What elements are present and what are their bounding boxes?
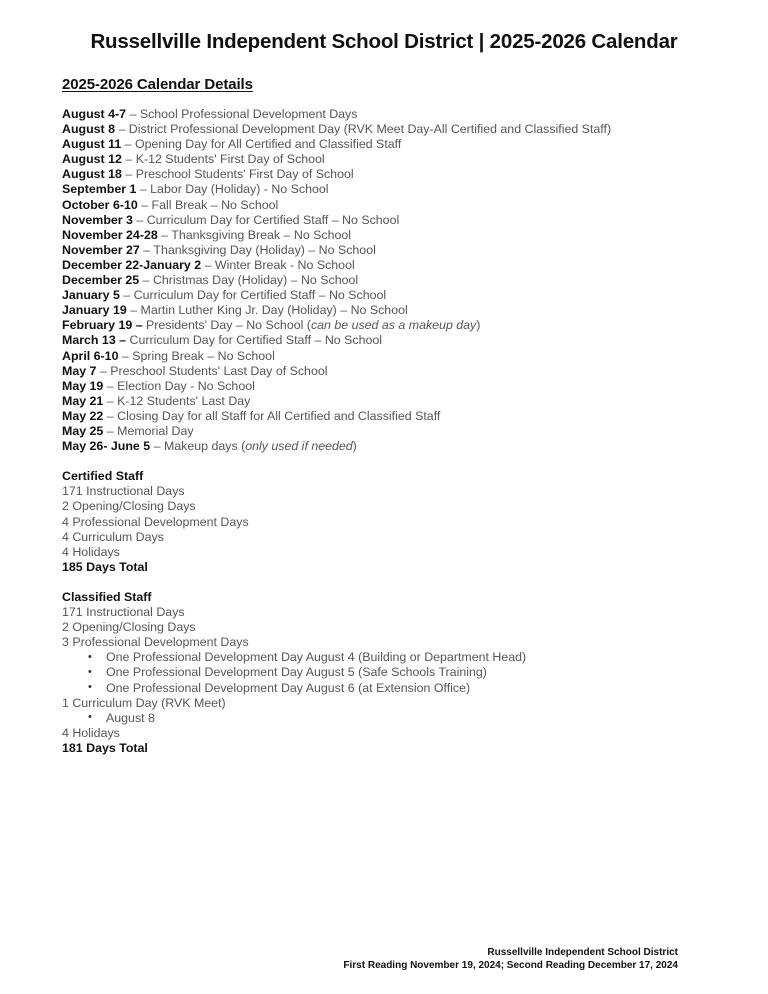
calendar-detail-item xyxy=(62,379,702,394)
calendar-detail-separator: – xyxy=(115,122,129,137)
calendar-detail-description: Christmas Day (Holiday) – No School xyxy=(152,273,359,288)
calendar-detail-date: May 21 xyxy=(62,393,104,408)
calendar-detail-item xyxy=(62,273,702,288)
certified-staff-line: 171 Instructional Days xyxy=(62,484,185,499)
calendar-detail-description: Curriculum Day for Certified Staff – No School xyxy=(129,333,383,348)
calendar-detail-item xyxy=(62,198,702,213)
calendar-detail-separator: – xyxy=(137,197,152,212)
calendar-detail-description: Presidents' Day – No School ( xyxy=(146,318,311,333)
calendar-detail-description: K-12 Students' First Day of School xyxy=(135,152,325,167)
calendar-detail-description: Fall Break – No School xyxy=(151,197,279,212)
calendar-detail-item xyxy=(62,394,702,409)
calendar-detail-separator: – xyxy=(126,107,140,121)
calendar-detail-date: December 22-January 2 xyxy=(62,257,202,272)
calendar-detail-item xyxy=(62,182,702,197)
calendar-detail-separator: – xyxy=(139,273,153,288)
calendar-detail-item xyxy=(62,107,702,122)
calendar-detail-item xyxy=(62,409,702,424)
calendar-detail-separator: – xyxy=(139,242,154,257)
calendar-detail-description: Preschool Students' Last Day of School xyxy=(110,363,328,378)
calendar-detail-date: September 1 xyxy=(62,182,137,197)
calendar-detail-description: K-12 Students' Last Day xyxy=(117,393,251,408)
calendar-detail-separator: – xyxy=(103,378,118,393)
classified-staff-block xyxy=(62,590,702,756)
calendar-detail-description: School Professional Development Days xyxy=(139,107,358,121)
calendar-detail-description: District Professional Development Day (RVK Meet Day-All Certified and Classified Staff) xyxy=(128,122,612,137)
calendar-detail-description-tail: ) xyxy=(476,318,481,333)
calendar-detail-date: November 24-28 xyxy=(62,227,158,242)
classified-staff-total: 181 Days Total xyxy=(62,740,148,755)
calendar-detail-description: Closing Day for all Staff for All Certified and Classified Staff xyxy=(117,408,441,423)
certified-staff-line: 4 Professional Development Days xyxy=(62,514,249,529)
calendar-detail-description: Curriculum Day for Certified Staff – No School xyxy=(146,212,400,227)
calendar-detail-separator: – xyxy=(132,318,147,333)
calendar-detail-description: Election Day - No School xyxy=(117,378,255,393)
calendar-detail-separator: – xyxy=(96,363,111,378)
calendar-detail-separator: – xyxy=(103,423,118,438)
calendar-detail-description: Thanksgiving Break – No School xyxy=(171,227,352,242)
calendar-detail-item xyxy=(62,288,702,303)
calendar-detail-item xyxy=(62,424,702,439)
classified-staff-heading: Classified Staff xyxy=(62,590,152,604)
certified-staff-total: 185 Days Total xyxy=(62,559,148,574)
calendar-detail-separator: – xyxy=(119,288,134,303)
classified-pd-bullet: • One Professional Development Day August 6 (at Extension Office) xyxy=(62,681,702,696)
calendar-detail-description: Labor Day (Holiday) - No School xyxy=(150,182,329,197)
calendar-detail-item xyxy=(62,303,702,318)
calendar-detail-item xyxy=(62,152,702,167)
calendar-detail-date: May 25 xyxy=(62,423,104,438)
calendar-detail-separator: – xyxy=(103,393,118,408)
calendar-detail-date: May 19 xyxy=(62,378,104,393)
calendar-detail-item xyxy=(62,333,702,348)
classified-curriculum-bullet-list xyxy=(62,711,702,726)
calendar-detail-item xyxy=(62,439,702,454)
calendar-detail-separator: – xyxy=(201,257,215,272)
classified-pd-bullet: • One Professional Development Day August 5 (Safe Schools Training) xyxy=(62,665,702,680)
calendar-detail-date: January 19 xyxy=(62,303,127,318)
calendar-detail-separator: – xyxy=(157,227,172,242)
calendar-detail-description: Preschool Students' First Day of School xyxy=(135,167,354,182)
spacer xyxy=(62,454,702,469)
page-footer xyxy=(343,947,678,972)
certified-staff-line: 2 Opening/Closing Days xyxy=(62,499,196,514)
calendar-detail-note: only used if needed xyxy=(245,439,353,454)
calendar-detail-item xyxy=(62,364,702,379)
calendar-detail-date: April 6-10 xyxy=(62,348,119,363)
calendar-detail-item xyxy=(62,137,702,152)
calendar-detail-separator: – xyxy=(126,303,141,318)
calendar-detail-note: can be used as a makeup day xyxy=(310,318,477,333)
calendar-detail-separator: – xyxy=(121,152,136,167)
calendar-detail-separator: – xyxy=(121,167,136,182)
certified-staff-heading: Certified Staff xyxy=(62,469,144,484)
spacer xyxy=(62,575,702,590)
calendar-detail-separator: – xyxy=(103,408,118,423)
calendar-detail-date: May 22 xyxy=(62,408,104,423)
classified-curriculum-line: 1 Curriculum Day (RVK Meet) xyxy=(62,695,226,710)
calendar-detail-date: August 11 xyxy=(62,137,122,152)
calendar-detail-separator: – xyxy=(115,333,130,348)
section-heading-calendar-details: 2025-2026 Calendar Details xyxy=(62,76,253,93)
calendar-detail-description: Spring Break – No School xyxy=(132,348,275,363)
calendar-detail-date: August 18 xyxy=(62,167,122,182)
calendar-detail-description: Curriculum Day for Certified Staff – No School xyxy=(133,288,387,303)
calendar-detail-item xyxy=(62,258,702,273)
calendar-detail-item xyxy=(62,318,702,333)
calendar-detail-date: May 7 xyxy=(62,363,97,378)
calendar-detail-date: March 13 xyxy=(62,333,116,348)
certified-staff-lines xyxy=(62,484,702,559)
calendar-detail-separator: – xyxy=(136,182,151,197)
classified-pd-bullet: • One Professional Development Day August 4 (Building or Department Head) xyxy=(62,650,702,665)
calendar-detail-item xyxy=(62,167,702,182)
calendar-detail-separator: – xyxy=(118,348,133,363)
classified-pd-bullet-list xyxy=(62,650,702,695)
calendar-detail-date: May 26- June 5 xyxy=(62,439,151,454)
classified-staff-line: 171 Instructional Days xyxy=(62,605,185,620)
classified-staff-line: 2 Opening/Closing Days xyxy=(62,620,196,635)
calendar-detail-description: Memorial Day xyxy=(117,423,194,438)
calendar-detail-separator: – xyxy=(150,439,164,454)
classified-holidays-line: 4 Holidays xyxy=(62,725,120,740)
calendar-detail-description: Winter Break - No School xyxy=(214,257,355,272)
calendar-detail-date: February 19 xyxy=(62,318,133,333)
calendar-details-list xyxy=(62,107,702,454)
calendar-detail-item xyxy=(62,122,702,137)
calendar-detail-date: December 25 xyxy=(62,273,140,288)
document-body xyxy=(62,76,702,756)
classified-staff-lines xyxy=(62,605,702,650)
calendar-detail-description: Thanksgiving Day (Holiday) – No School xyxy=(153,242,376,257)
calendar-detail-description: Opening Day for All Certified and Classified Staff xyxy=(135,137,402,152)
classified-staff-line: 3 Professional Development Days xyxy=(62,635,249,650)
certified-staff-line: 4 Curriculum Days xyxy=(62,529,164,544)
footer-district-name: Russellville Independent School District xyxy=(487,947,678,958)
calendar-detail-description-tail: ) xyxy=(352,439,357,454)
footer-reading-dates: First Reading November 19, 2024; Second Reading December 17, 2024 xyxy=(343,959,678,971)
calendar-detail-date: November 3 xyxy=(62,212,133,227)
calendar-detail-separator: – xyxy=(121,137,135,152)
calendar-detail-date: August 4-7 xyxy=(62,107,127,121)
calendar-detail-description: Makeup days ( xyxy=(163,439,246,454)
certified-staff-block xyxy=(62,469,702,575)
calendar-detail-description: Martin Luther King Jr. Day (Holiday) – No School xyxy=(140,303,408,318)
calendar-detail-item xyxy=(62,243,702,258)
calendar-detail-item xyxy=(62,213,702,228)
calendar-detail-date: January 5 xyxy=(62,288,120,303)
calendar-detail-item xyxy=(62,349,702,364)
calendar-detail-item xyxy=(62,228,702,243)
classified-curriculum-bullet: • August 8 xyxy=(62,711,702,726)
calendar-detail-date: October 6-10 xyxy=(62,197,138,212)
calendar-detail-separator: – xyxy=(132,212,147,227)
calendar-detail-date: August 8 xyxy=(62,122,116,137)
calendar-detail-date: November 27 xyxy=(62,242,140,257)
certified-staff-line: 4 Holidays xyxy=(62,544,120,559)
calendar-detail-date: August 12 xyxy=(62,152,122,167)
page-title: Russellville Independent School District | 2025-2026 Calendar xyxy=(90,30,678,53)
